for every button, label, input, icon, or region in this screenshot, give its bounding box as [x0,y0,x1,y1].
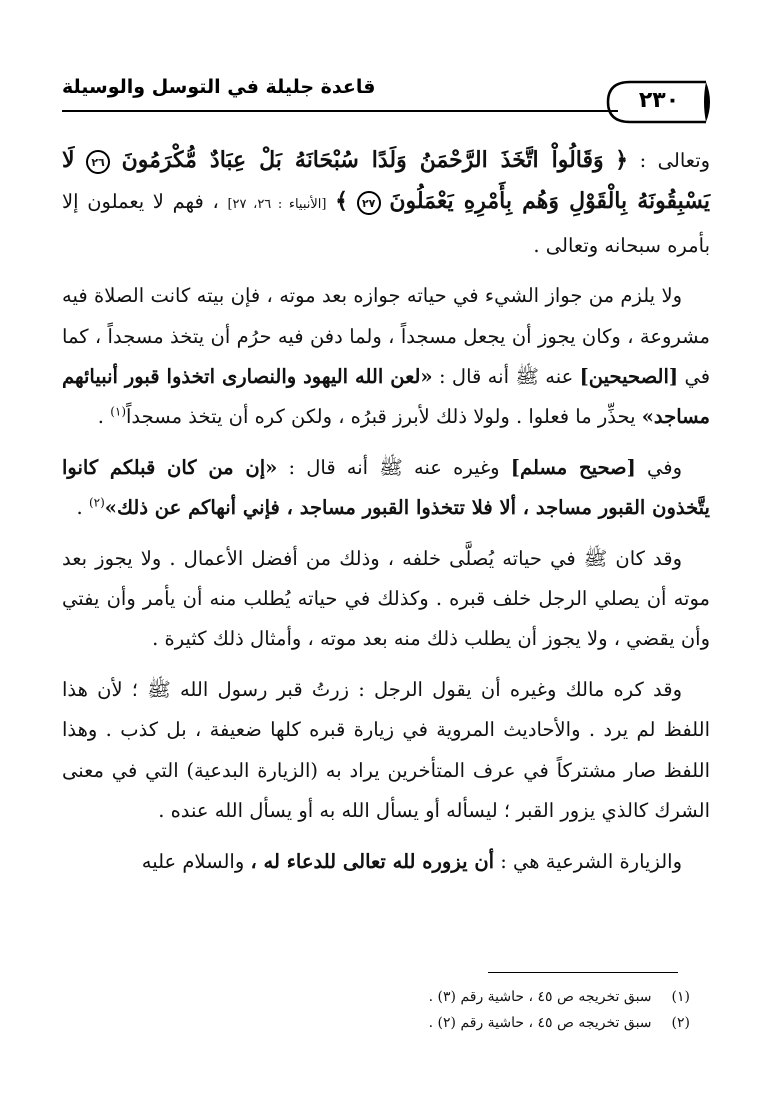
footnote-1 [200,984,690,1010]
page-number-badge [602,78,714,126]
p3-text-b: وغيره عنه ﷺ أنه قال : [288,455,500,479]
quran-close-bracket: ﴾ [335,188,349,215]
p2-text-c: يحذِّر ما فعلوا . ولولا ذلك لأبرز قبرُه ، ولكن كره أن يتخذ مسجداً [126,405,636,429]
page-number: ٢٣٠ [638,88,680,113]
footnote-1-text: سبق تخريجه ص ٤٥ ، حاشية رقم (٣) . [428,989,652,1005]
header-rule [62,110,618,112]
footnote-ref-1: (١) [110,404,127,419]
footnote-2-number: (٢) [671,1015,690,1031]
hadith-2: «إن من كان قبلكم كانوا يتَّخذون القبور مساجد ، ألا فلا تتخذوا القبور مساجد ، فإني أنهاكم عن ذلك» [62,455,710,520]
p1-lead: وتعالى : [639,149,711,172]
quran-open-bracket: ﴿ [615,147,629,173]
p3-end: . [76,496,83,520]
paragraph-4: وقد كان ﷺ في حياته يُصلَّى خلفه ، وذلك من أفضل الأعمال . ولا يجوز بعد موته أن يصلي الرجل خلف قبره . وكذلك في حياته يُطلب منه أن يأمر وأن يفتي وأن يقضي ، ولا يجوز أن يطلب ذلك منه بعد موته ، وأمثال ذلك كثيرة . [62,546,710,651]
footnotes [200,984,690,1036]
p1-tail: ، فهم لا يعملون إلا بأمره سبحانه وتعالى . [62,190,710,257]
footnote-ref-2: (٢) [88,495,105,510]
quran-verse-27: لَا يَسْبِقُونَهُ بِالْقَوْلِ وَهُم بِأَمْرِهِ يَعْمَلُونَ [62,147,711,215]
footnote-1-number: (١) [671,989,690,1005]
main-text [62,140,710,892]
paragraph-3 [62,448,710,529]
paragraph-1 [62,140,710,266]
p3-text-a: وفي [647,455,683,479]
hadith-1: «لعن الله اليهود والنصارى اتخذوا قبور أنبيائهم مساجد» [62,365,710,429]
p2-end: . [97,405,104,429]
ayah-number-26: ٢٦ [86,150,110,174]
p6-text-a: والزيارة الشرعية هي : [500,849,682,873]
p2-source: [الصحيحين] [579,365,679,389]
p6-bold: أن يزوره لله تعالى للدعاء له ، [250,849,495,873]
paragraph-6 [62,842,710,882]
quran-reference: [الأنبياء : ٢٦، ٢٧] [227,197,327,213]
running-title: قاعدة جليلة في التوسل والوسيلة [62,76,376,98]
ayah-number-27: ٢٧ [357,191,381,215]
page-header [62,74,710,132]
p3-source: [صحيح مسلم] [510,455,636,479]
quran-verse-26: وَقَالُواْ اتَّخَذَ الرَّحْمَنُ وَلَدًا سُبْحَانَهُ بَلْ عِبَادٌ مُّكْرَمُونَ [121,147,604,173]
paragraph-2 [62,276,710,438]
footnote-rule [488,972,678,973]
p6-text-b: والسلام عليه [141,849,245,873]
footnote-2 [200,1010,690,1036]
paragraph-5: وقد كره مالك وغيره أن يقول الرجل : زرتُ قبر رسول الله ﷺ ؛ لأن هذا اللفظ لم يرد . والأحاديث المروية في زيارة قبره كلها ضعيفة ، بل كذب . وهذا اللفظ صار مشتركاً في عرف المتأخرين يراد به (الزيارة البدعية) التي في معنى الشرك كالذي يزور القبر ؛ ليسأله أو يسأل الله به أو يسأل الله عنده . [62,677,710,823]
p2-text-a: ولا يلزم من جواز الشيء في حياته جوازه بعد موته ، فإن بيته كانت الصلاة فيه مشروعة ، وكان يجوز أن يجعل مسجداً ، ولما دفن فيه حرُم أن يتخذ مسجداً ، كما في [62,284,711,389]
p2-text-b: عنه ﷺ أنه قال : [438,365,574,389]
footnote-2-text: سبق تخريجه ص ٤٥ ، حاشية رقم (٢) . [428,1015,652,1031]
